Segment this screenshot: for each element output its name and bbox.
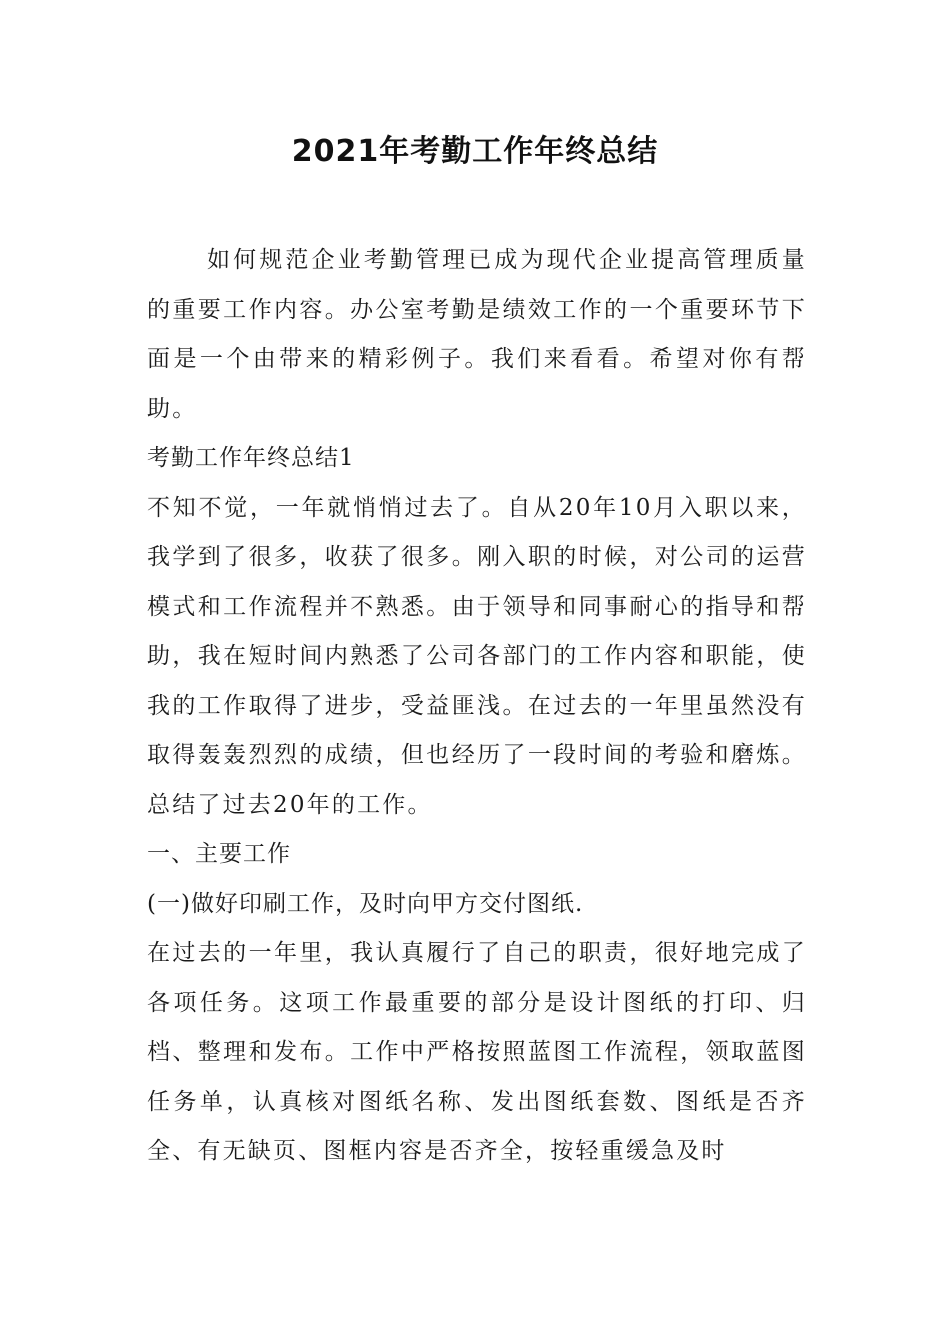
subheading-printing: (一)做好印刷工作，及时向甲方交付图纸. xyxy=(147,890,584,917)
heading-main-work: 一、主要工作 xyxy=(147,841,291,867)
paragraph-2: 在过去的一年里，我认真履行了自己的职责，很好地完成了各项任务。这项工作最重要的部分是设计图纸的打印、归档、整理和发布。工作中严格按照蓝图工作流程，领取蓝图任务单，认真核对图纸名称、发出图纸套数、图纸是否齐全、有无缺页、图框内容是否齐全，按轻重缓急及时 xyxy=(147,940,807,1164)
document-body xyxy=(147,236,807,1177)
paragraph-1: 不知不觉，一年就悄悄过去了。自从20年10月入职以来，我学到了很多，收获了很多。刚入职的时候，对公司的运营模式和工作流程并不熟悉。由于领导和同事耐心的指导和帮助，我在短时间内熟悉了公司各部门的工作内容和职能，使我的工作取得了进步，受益匪浅。在过去的一年里虽然没有取得轰轰烈烈的成绩，但也经历了一段时间的考验和磨炼。总结了过去20年的工作。 xyxy=(147,494,807,818)
section-title: 考勤工作年终总结1 xyxy=(147,445,355,471)
intro-paragraph: 如何规范企业考勤管理已成为现代企业提高管理质量的重要工作内容。办公室考勤是绩效工作的一个重要环节下面是一个由带来的精彩例子。我们来看看。希望对你有帮助。 xyxy=(147,247,807,422)
document-title: 2021年考勤工作年终总结 xyxy=(291,134,659,169)
